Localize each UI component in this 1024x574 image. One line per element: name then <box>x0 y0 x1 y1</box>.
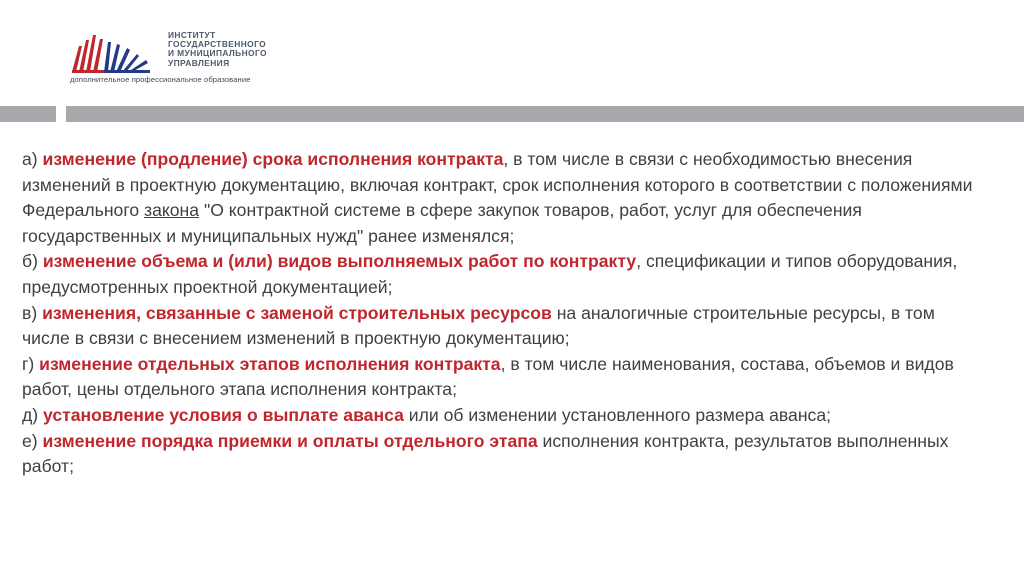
item-e-highlight: изменение порядка приемки и оплаты отдельного этапа <box>42 430 538 451</box>
item-g-prefix: г) <box>22 353 40 374</box>
item-v-text: на аналогичные строительные ресурсы, в том числе в связи с внесением изменений в проектную документацию; <box>22 302 935 349</box>
item-e-prefix: е) <box>22 430 43 451</box>
item-b-text: , спецификации и типов оборудования, предусмотренных проектной документацией; <box>22 251 958 297</box>
item-d-highlight: установление условия о выплате аванса <box>43 404 404 425</box>
item-g-highlight: изменение отдельных этапов исполнения контракта <box>39 353 501 374</box>
item-d-prefix: д) <box>22 404 44 425</box>
item-b-highlight: изменение объема и (или) видов выполняемых работ по контракту <box>42 251 637 272</box>
item-v-highlight: изменения, связанные с заменой строительных ресурсов <box>42 302 552 323</box>
item-g-text: , в том числе наименования, состава, объемов и видов работ, цены отдельного этапа исполнения контракта; <box>22 353 954 400</box>
main-text <box>22 147 982 480</box>
item-b-prefix: б) <box>22 251 43 272</box>
logo-line: ГОСУДАРСТВЕННОГО <box>168 39 267 50</box>
logo-line: ИНСТИТУТ <box>168 30 216 40</box>
law-link[interactable]: закона <box>144 200 200 221</box>
item-v <box>22 301 982 352</box>
item-d <box>22 403 982 429</box>
logo-title <box>168 31 267 68</box>
book-logo-icon <box>70 30 154 74</box>
item-d-text: или об изменении установленного размера аванса; <box>403 404 832 425</box>
logo-line: И МУНИЦИПАЛЬНОГО <box>168 48 267 59</box>
item-v-prefix: в) <box>22 302 43 323</box>
logo-line: УПРАВЛЕНИЯ <box>168 57 230 68</box>
institute-logo <box>70 30 310 86</box>
item-a-prefix: а) <box>22 149 43 169</box>
item-a-highlight: изменение (продление) срока исполнения контракта <box>42 149 504 169</box>
logo-subtitle: дополнительное профессиональное образование <box>70 75 251 84</box>
item-a <box>22 147 982 249</box>
item-a-text-end: "О контрактной системе в сфере закупок товаров, работ, услуг для обеспечения государственных и муниципальных нужд" ранее изменялся; <box>22 200 862 246</box>
header-bar-left <box>0 106 56 122</box>
item-e <box>22 429 982 480</box>
item-a-text: , в том числе в связи с необходимостью внесения изменений в проектную документацию, включая контракт, срок исполнения которого в соответствии с положениями Федерального <box>22 149 973 221</box>
item-e-text: исполнения контракта, результатов выполненных работ; <box>22 430 949 477</box>
header-bar-right <box>66 106 1024 122</box>
item-b <box>22 249 982 300</box>
item-g <box>22 352 982 403</box>
